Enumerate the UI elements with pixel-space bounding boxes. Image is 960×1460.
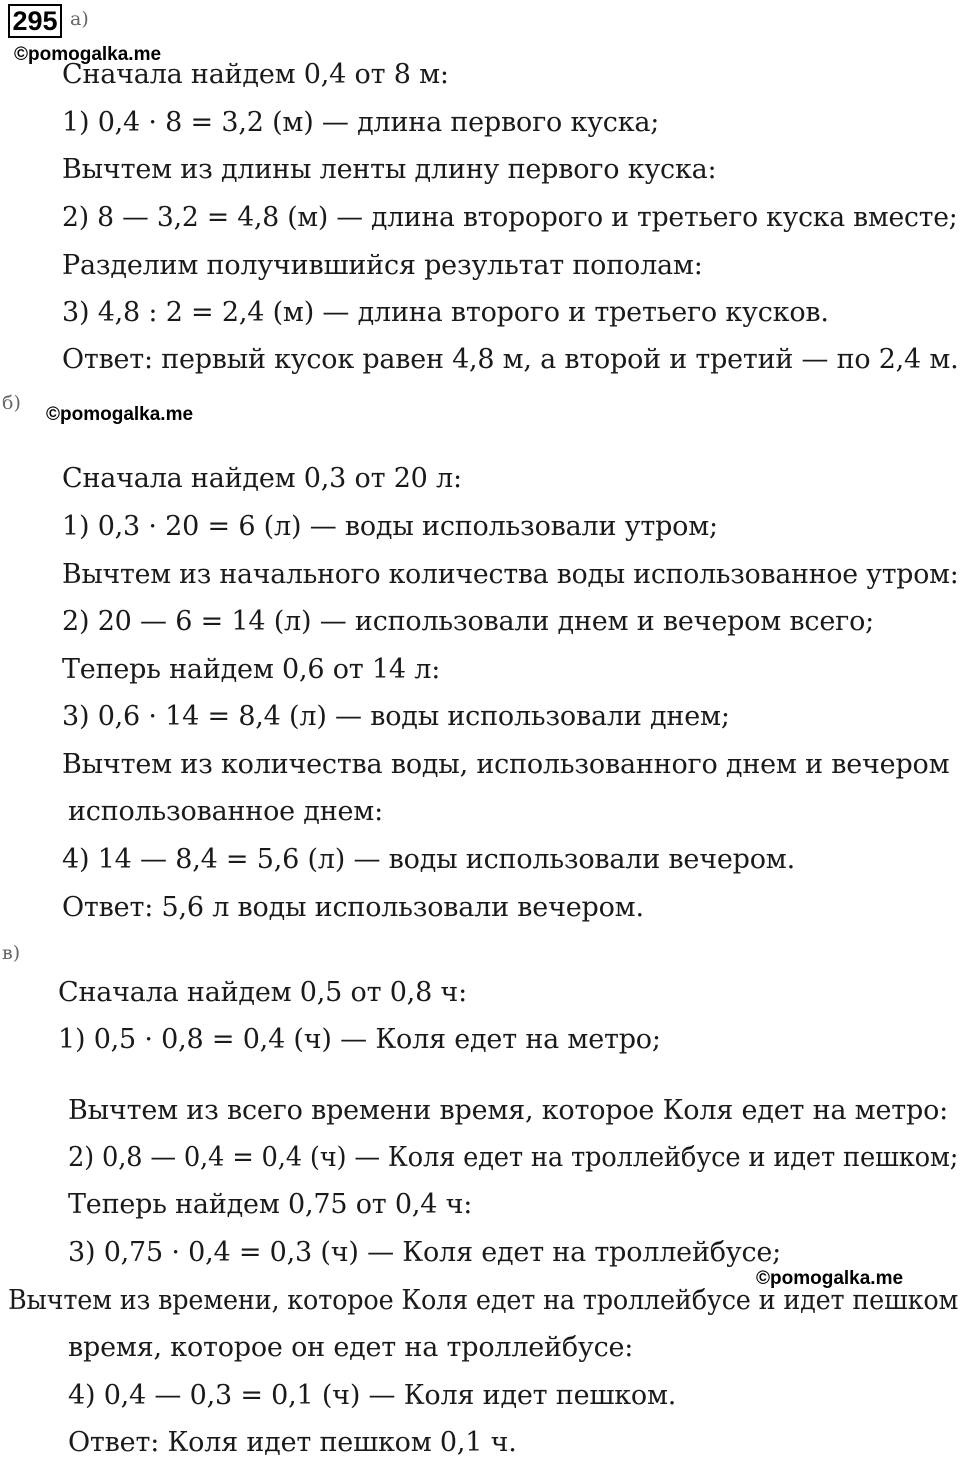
part-a-answer: Ответ: первый кусок равен 4,8 м, а второй и третий — по 2,4 м. [62,344,959,375]
problem-number: 295 [8,4,62,38]
part-a-line: Вычтем из длины ленты длину первого куска: [62,154,717,185]
part-c-line: 2) 0,8 — 0,4 = 0,4 (ч) — Коля едет на троллейбусе и идет пешком; [68,1142,959,1173]
part-b-line: использованное днем: [68,796,384,827]
part-a-line: 2) 8 — 3,2 = 4,8 (м) — длина второрого и третьего куска вместе; [62,202,958,233]
part-b-line: Теперь найдем 0,6 от 14 л: [62,654,441,685]
part-b-line: Вычтем из количества воды, использованного днем и вечером [62,749,950,780]
part-c-line: 1) 0,5 · 0,8 = 0,4 (ч) — Коля едет на метро; [58,1024,661,1055]
part-b-answer: Ответ: 5,6 л воды использовали вечером. [62,892,644,923]
part-c-line: 3) 0,75 · 0,4 = 0,3 (ч) — Коля едет на троллейбусе; [68,1237,782,1268]
watermark: ©pomogalka.me [14,44,162,65]
part-a-line: Разделим получившийся результат пополам: [62,250,703,281]
part-b-line: Вычтем из начального количества воды использованное утром: [62,559,959,590]
part-a-label: а) [70,8,89,30]
part-b-line: Сначала найдем 0,3 от 20 л: [62,463,462,494]
part-c-line: Вычтем из времени, которое Коля едет на троллейбусе и идет пешком [8,1285,959,1316]
part-c-line: Вычтем из всего времени время, которое Коля едет на метро: [68,1095,949,1126]
part-c-answer: Ответ: Коля идет пешком 0,1 ч. [68,1427,517,1458]
part-b-line: 4) 14 — 8,4 = 5,6 (л) — воды использовали вечером. [62,844,795,875]
part-c-line: Теперь найдем 0,75 от 0,4 ч: [68,1189,473,1220]
part-c-line: Сначала найдем 0,5 от 0,8 ч: [58,977,467,1008]
watermark: ©pomogalka.me [756,1268,904,1289]
part-c-line: 4) 0,4 — 0,3 = 0,1 (ч) — Коля идет пешком. [68,1380,677,1411]
part-a-line: Сначала найдем 0,4 от 8 м: [62,59,449,90]
part-b-line: 3) 0,6 · 14 = 8,4 (л) — воды использовали днем; [62,701,730,732]
part-b-line: 2) 20 — 6 = 14 (л) — использовали днем и вечером всего; [62,606,875,637]
part-b-label: б) [2,392,21,414]
part-b-line: 1) 0,3 · 20 = 6 (л) — воды использовали утром; [62,511,718,542]
watermark: ©pomogalka.me [46,404,194,425]
part-a-line: 3) 4,8 : 2 = 2,4 (м) — длина второго и третьего кусков. [62,297,829,328]
part-c-label: в) [2,942,21,964]
part-a-line: 1) 0,4 · 8 = 3,2 (м) — длина первого куска; [62,107,660,138]
part-c-line: время, которое он едет на троллейбусе: [68,1332,634,1363]
